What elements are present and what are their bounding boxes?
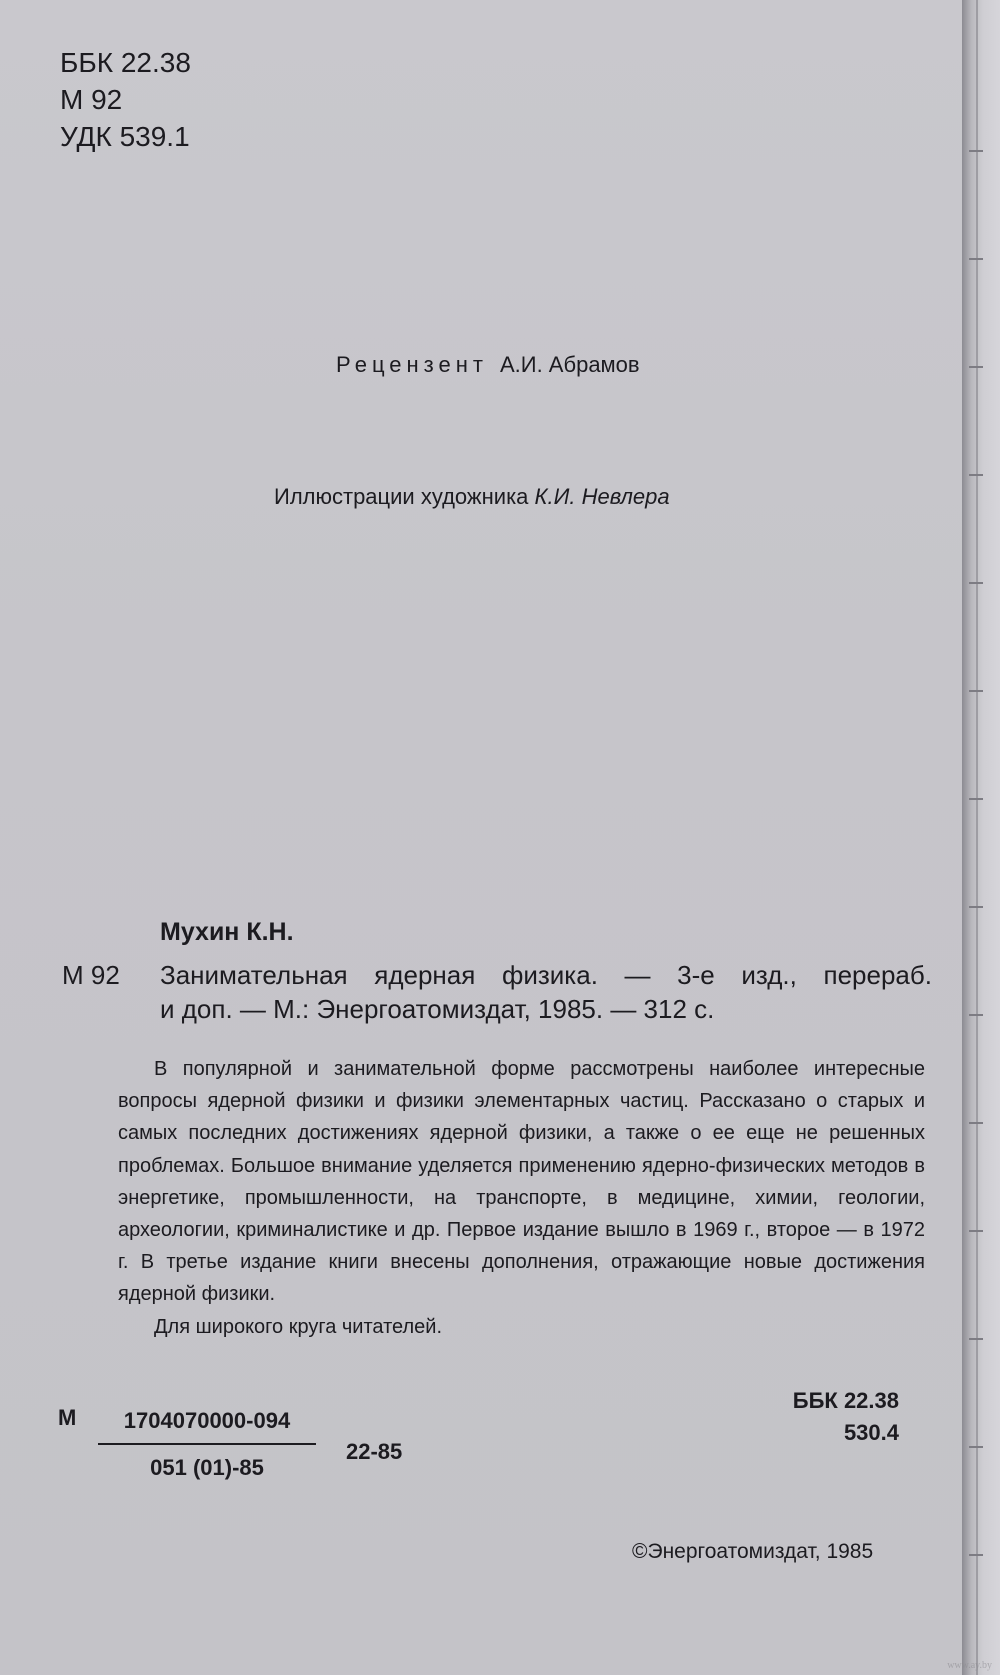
reviewer-name: А.И. Абрамов (499, 352, 640, 377)
stitch-mark (969, 150, 983, 152)
annotation (118, 1053, 925, 1343)
reviewer-label: Рецензент (336, 352, 488, 377)
annotation-text: В популярной и занимательной форме рассмотрены наиболее интересные вопросы ядерной физики и физики элементарных частиц. Рассказано о старых и самых последних достижениях ядерной физики, а также о ее еще не решенных проблемах. Большое внимание уделяется применению ядерно-физических методов в энергетике, промышленности, на транспорте, в медицине, химии, геологии, археологии, криминалистике и др. Первое издание вышло в 1969 г., второе — в 1972 г. В третье издание книги внесены дополнения, отражающие новые достижения ядерной физики. (118, 1058, 925, 1306)
bbk-extra-code: 530.4 (843, 1420, 899, 1445)
annotation-audience: Для широкого круга читателей. (154, 1315, 443, 1338)
stitch-mark (969, 1014, 983, 1016)
bbk-block (793, 1385, 899, 1449)
index-denominator: 051 (01)-85 (150, 1455, 264, 1480)
index-letter: М (58, 1405, 77, 1430)
stitch-mark (969, 474, 983, 476)
artist-name: К.И. Невлера (534, 484, 670, 509)
illustrations-prefix: Иллюстрации художника (274, 484, 529, 509)
copyright-notice: ©Энергоатомиздат, 1985 (632, 1540, 874, 1563)
stitch-mark (969, 1122, 983, 1124)
bibliography-author: Мухин К.Н. (160, 918, 294, 946)
bibliography-imprint-line: и доп. — М.: Энергоатомиздат, 1985. — 312 с. (160, 994, 715, 1024)
illustrations-line (274, 484, 670, 510)
page-edge (962, 0, 1000, 1675)
index-numerator: 1704070000-094 (123, 1408, 291, 1433)
stitch-mark (969, 1230, 983, 1232)
stitch-mark (969, 798, 983, 800)
bibliographic-record (62, 958, 932, 1026)
bibliography-title-line: Занимательная ядерная физика. — 3-е изд., перераб. (160, 960, 932, 990)
stitch-mark (969, 906, 983, 908)
bbk-right-code: ББК 22.38 (792, 1388, 899, 1413)
stitch-mark (969, 258, 983, 260)
spine-line (976, 0, 978, 1675)
udk-code: УДК 539.1 (60, 121, 190, 152)
stitch-mark (969, 366, 983, 368)
bibliography-code: М 92 (62, 960, 120, 990)
stitch-mark (969, 690, 983, 692)
watermark-logo: www.ay.by (947, 1660, 992, 1671)
stitch-mark (969, 1446, 983, 1448)
classification-codes (60, 44, 191, 155)
stitch-mark (969, 1554, 983, 1556)
index-fraction (98, 1403, 316, 1485)
author-sign: М 92 (60, 84, 123, 115)
stitch-mark (969, 582, 983, 584)
bbk-code: ББК 22.38 (60, 47, 191, 78)
fraction-bar (98, 1443, 316, 1445)
stitch-mark (969, 1338, 983, 1340)
reviewer-line (336, 352, 640, 378)
price-code: 22-85 (346, 1439, 403, 1464)
